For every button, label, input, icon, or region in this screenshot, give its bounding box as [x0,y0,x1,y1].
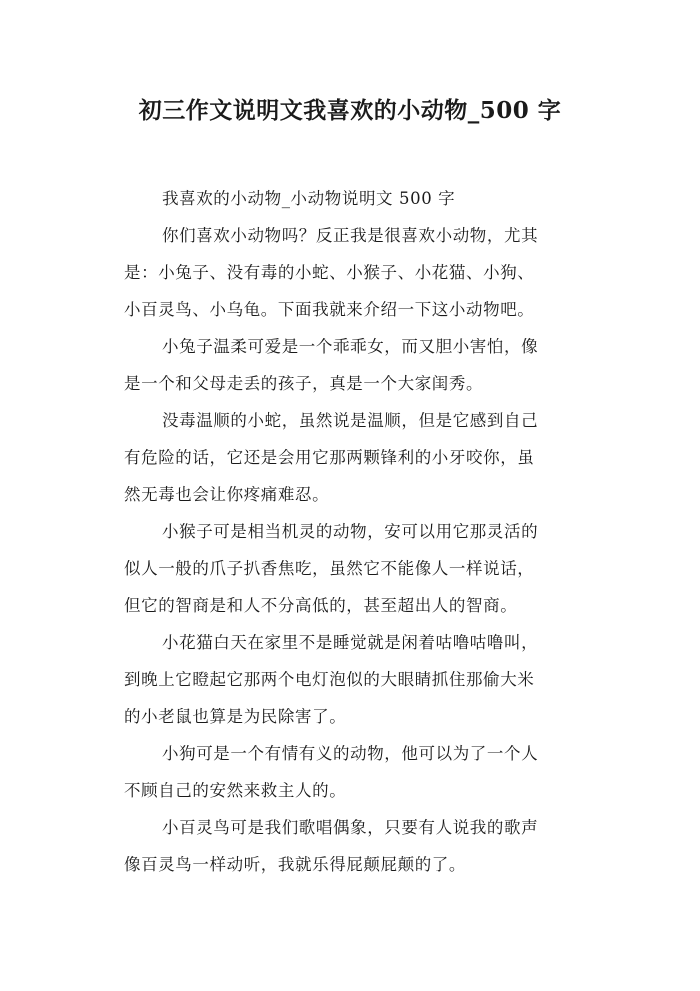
paragraph-line: 小猴子可是相当机灵的动物，安可以用它那灵活的 [162,522,539,541]
paragraph-line: 小百灵鸟可是我们歌唱偶象，只要有人说我的歌声 [162,818,539,837]
document-body [124,180,576,883]
paragraph-line: 似人一般的爪子扒香焦吃，虽然它不能像人一样说话， [124,559,535,578]
paragraph-line: 然无毒也会让你疼痛难忍。 [124,485,330,504]
paragraph-line: 是一个和父母走丢的孩子，真是一个大家闺秀。 [124,374,484,393]
paragraph-line: 到晚上它瞪起它那两个电灯泡似的大眼睛抓住那偷大米 [124,670,535,689]
paragraph-line: 没毒温顺的小蛇，虽然说是温顺，但是它感到自己 [162,411,539,430]
paragraph-line: 不顾自己的安然来救主人的。 [124,781,347,800]
paragraph-line: 的小老鼠也算是为民除害了。 [124,707,347,726]
paragraph-line: 像百灵鸟一样动听，我就乐得屁颠屁颠的了。 [124,855,466,874]
paragraph-line: 小百灵鸟、小乌龟。下面我就来介绍一下这小动物吧。 [124,300,535,319]
paragraph-line: 但它的智商是和人不分高低的，甚至超出人的智商。 [124,596,518,615]
subtitle-line: 我喜欢的小动物_小动物说明文 500 字 [162,189,456,208]
paragraph-line: 是：小兔子、没有毒的小蛇、小猴子、小花猫、小狗、 [124,263,535,282]
paragraph-line: 你们喜欢小动物吗？反正我是很喜欢小动物，尤其 [162,226,539,245]
paragraph-line: 有危险的话，它还是会用它那两颗锋利的小牙咬你，虽 [124,448,535,467]
paragraph-line: 小兔子温柔可爱是一个乖乖女，而又胆小害怕，像 [162,337,539,356]
document-title: 初三作文说明文我喜欢的小动物_500 字 [138,97,562,124]
paragraph-line: 小狗可是一个有情有义的动物，他可以为了一个人 [162,744,539,763]
paragraph-line: 小花猫白天在家里不是睡觉就是闲着咕噜咕噜叫， [162,633,539,652]
